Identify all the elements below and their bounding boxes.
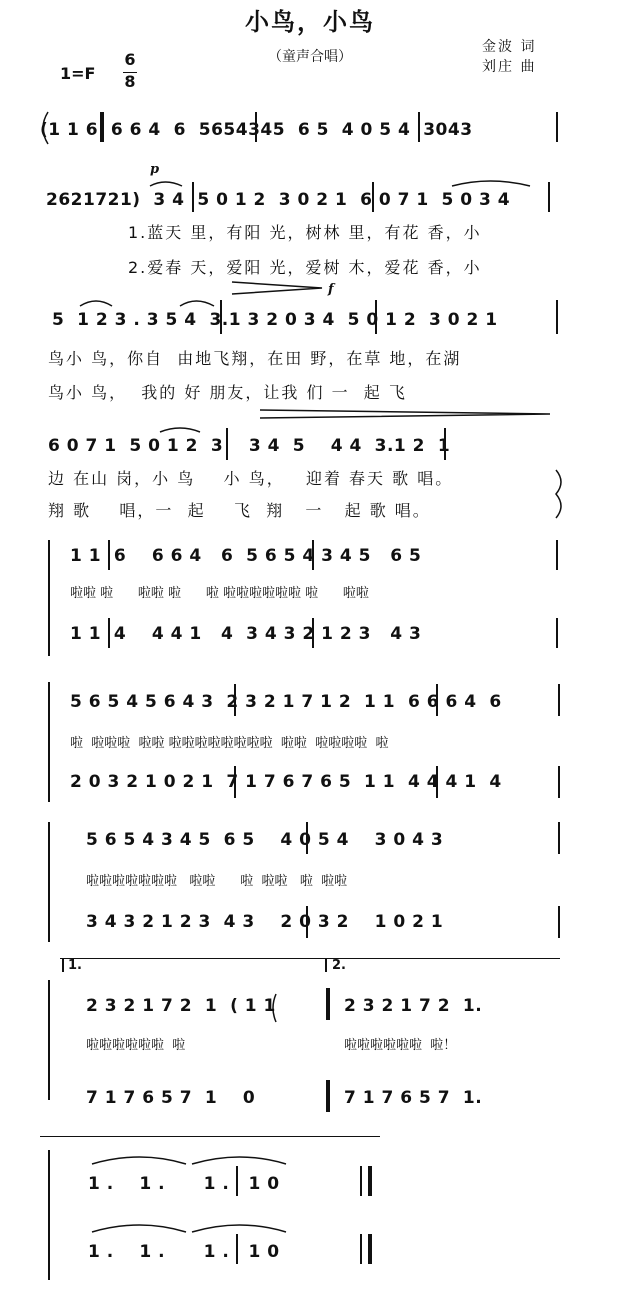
- song-title: 小鸟，小鸟: [245, 8, 375, 36]
- system-5-upper-lyric: 啦啦 啦 啦啦 啦 啦 啦啦啦啦啦啦 啦 啦啦: [70, 586, 369, 601]
- system-5-lower-notes: 1 1 4 4 4 1 4 3 4 3 2 1 2 3 4 3: [70, 624, 422, 644]
- ending-2-label: 2.: [332, 958, 346, 973]
- lyricist-credit: 金波 词: [482, 39, 537, 55]
- system-8-upper-notes-ending-1: 2 3 2 1 7 2 1 ( 1 1: [86, 996, 276, 1016]
- composer-credit: 刘庄 曲: [482, 59, 537, 75]
- system-2-notes: 2621721) 3 4 5 0 1 2 3 0 2 1 6 0 7 1 5 0 3 4: [46, 190, 511, 210]
- slur: [160, 428, 200, 432]
- system-6-upper-notes: 5 6 5 4 5 6 4 3 2 3 2 1 7 1 2 1 1 6 6 6 4 6: [70, 692, 502, 712]
- slur: [80, 301, 112, 306]
- crescendo-hairpin: [232, 282, 322, 294]
- system-8-lower-notes-ending-1: 7 1 7 6 5 7 1 0: [86, 1088, 256, 1108]
- system-3-verse-2: 鸟小 鸟， 我的 好 朋友，让我 们 一 起 飞: [48, 383, 407, 402]
- dynamic-piano: p: [150, 162, 160, 177]
- system-4-verse-1: 边 在山 岗，小 鸟 小 鸟， 迎着 春天 歌 唱。: [48, 469, 454, 488]
- system-3-verse-1: 鸟小 鸟，你自 由地飞翔，在田 野，在草 地，在湖: [48, 349, 462, 368]
- time-signature-bottom: 8: [124, 72, 136, 91]
- tie: [192, 1157, 286, 1164]
- system-8-upper-lyric-ending-2: 啦啦啦啦啦啦 啦！: [344, 1038, 457, 1053]
- system-3-notes: 5 1 2 3 . 3 5 4 3.1 3 2 0 3 4 5 0 1 2 3 0 2 1: [52, 310, 498, 330]
- system-7-upper-lyric: 啦啦啦啦啦啦啦 啦啦 啦 啦啦 啦 啦啦: [86, 874, 348, 889]
- system-4-verse-2: 翔 歌 唱，一 起 飞 翔 一 起 歌 唱。: [48, 501, 431, 520]
- system-8-lower-notes-ending-2: 7 1 7 6 5 7 1.: [344, 1088, 483, 1108]
- key-signature: 1=F: [60, 64, 96, 83]
- system-6-lower-notes: 2 0 3 2 1 0 2 1 7 1 7 6 7 6 5 1 1 4 4 4 1 4: [70, 772, 502, 792]
- system-4-notes: 6 0 7 1 5 0 1 2 3 3 4 5 4 4 3.1 2 1: [48, 436, 451, 456]
- slur: [180, 301, 214, 306]
- song-subtitle: （童声合唱）: [268, 49, 352, 65]
- system-8-upper-notes-ending-2: 2 3 2 1 7 2 1.: [344, 996, 483, 1016]
- time-signature-top: 6: [124, 50, 136, 69]
- slur: [452, 181, 530, 186]
- open-paren-slur: [273, 994, 276, 1022]
- decrescendo-hairpin: [260, 410, 550, 418]
- system-8-upper-lyric-ending-1: 啦啦啦啦啦啦 啦: [86, 1038, 186, 1053]
- tie: [92, 1225, 186, 1232]
- ending-1-label: 1.: [68, 958, 82, 973]
- dynamic-forte: f: [328, 282, 334, 297]
- verse-brace: [556, 470, 561, 518]
- system-9-lower-notes: 1 . 1 . 1 . 1 0: [88, 1242, 280, 1262]
- system-5-upper-notes: 1 1 6 6 6 4 6 5 6 5 4 3 4 5 6 5: [70, 546, 422, 566]
- system-6-upper-lyric: 啦 啦啦啦 啦啦 啦啦啦啦啦啦啦啦 啦啦 啦啦啦啦 啦: [70, 736, 389, 751]
- slur: [150, 182, 182, 186]
- system-7-upper-notes: 5 6 5 4 3 4 5 6 5 4 0 5 4 3 0 4 3: [86, 830, 444, 850]
- system-1-notes: (1 1 6 6 6 4 6 5654345 6 5 4 0 5 4 3043: [40, 120, 473, 140]
- system-2-verse-1: 1.蓝天 里，有阳 光，树林 里，有花 香，小: [128, 223, 482, 242]
- tie: [192, 1225, 286, 1232]
- system-2-verse-2: 2.爱春 天，爱阳 光，爱树 木，爱花 香，小: [128, 258, 482, 277]
- system-7-lower-notes: 3 4 3 2 1 2 3 4 3 2 0 3 2 1 0 2 1: [86, 912, 444, 932]
- system-9-upper-notes: 1 . 1 . 1 . 1 0: [88, 1174, 280, 1194]
- open-paren-slur: [43, 112, 48, 144]
- tie: [92, 1157, 186, 1164]
